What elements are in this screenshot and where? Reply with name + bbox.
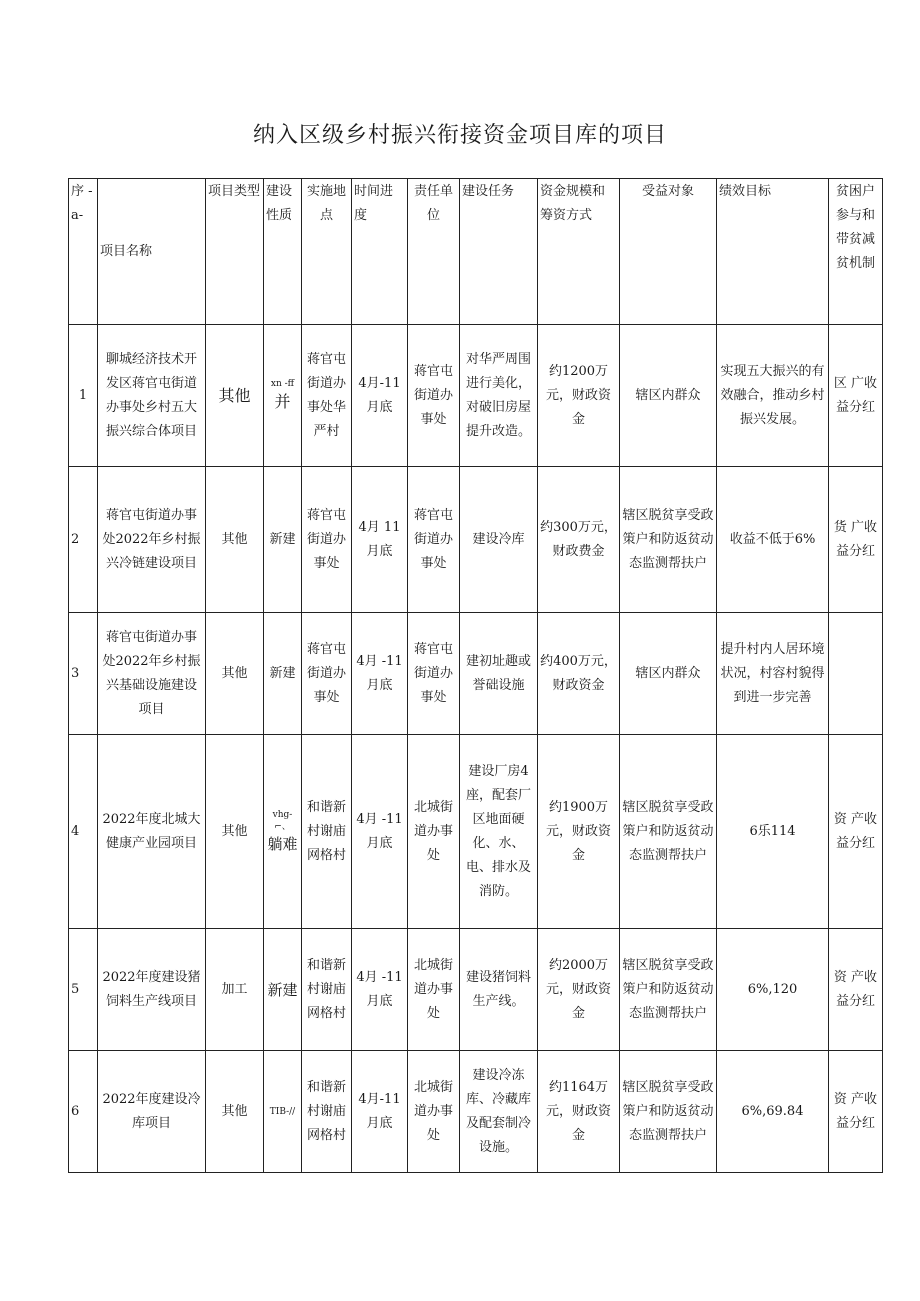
row-nature-scribble: vhg-⌐、: [272, 809, 293, 832]
header-nature: 建设性质: [264, 179, 302, 325]
row-type: 其他: [206, 467, 264, 613]
row-unit: 北城街道办事处: [408, 929, 460, 1051]
row-goal: 6乐114: [717, 735, 829, 929]
row-mechanism: 资 产收益分红: [829, 735, 883, 929]
row-goal: 6%,120: [717, 929, 829, 1051]
row-mechanism: 资 产收益分红: [829, 1051, 883, 1173]
table-row: [69, 325, 883, 467]
row-task: 对华严周围进行美化，对破旧房屋提升改造。: [460, 325, 538, 467]
table-row: [69, 735, 883, 929]
row-goal: 实现五大振兴的有效融合，推动乡村振兴发展。: [717, 325, 829, 467]
header-mechanism: 贫困户参与和带贫减贫机制: [829, 179, 883, 325]
header-type: 项目类型: [206, 179, 264, 325]
header-goal: 绩效目标: [717, 179, 829, 325]
row-fund: 约1164万元，财政资金: [538, 1051, 620, 1173]
row-seq: 1: [69, 325, 98, 467]
header-fund: 资金规模和筹资方式: [538, 179, 620, 325]
row-goal: 收益不低于6%: [717, 467, 829, 613]
row-location: 蒋官屯街道办事处华严村: [302, 325, 352, 467]
header-name: 项目名称: [98, 179, 206, 325]
row-unit: 蒋官屯街道办事处: [408, 467, 460, 613]
table-row: [69, 1051, 883, 1173]
row-beneficiary: 辖区脱贫享受政策户和防返贫动态监测帮扶户: [620, 1051, 717, 1173]
row-mechanism: 区 广收益分红: [829, 325, 883, 467]
header-row: [69, 179, 883, 325]
table-row: [69, 467, 883, 613]
row-unit: 北城街道办事处: [408, 1051, 460, 1173]
header-unit: 责任单位: [408, 179, 460, 325]
row-nature-scribble: xn -ff: [270, 378, 295, 389]
row-mechanism: [829, 613, 883, 735]
row-unit: 蒋官屯街道办事处: [408, 325, 460, 467]
row-schedule: 4月 -11月底: [352, 929, 408, 1051]
row-beneficiary: 辖区脱贫享受政策户和防返贫动态监测帮扶户: [620, 929, 717, 1051]
row-location: 和谐新村谢庙网格村: [302, 1051, 352, 1173]
document-title: 纳入区级乡村振兴衔接资金项目库的项目: [252, 123, 667, 148]
row-fund: 约300万元，财政费金: [538, 467, 620, 613]
row-seq: 3: [69, 613, 98, 735]
row-schedule: 4月-11月底: [352, 1051, 408, 1173]
row-beneficiary: 辖区内群众: [620, 325, 717, 467]
row-task: 建设猪饲料生产线。: [460, 929, 538, 1051]
row-seq: 4: [69, 735, 98, 929]
header-task: 建设任务: [460, 179, 538, 325]
row-seq: 6: [69, 1051, 98, 1173]
table-row: [69, 613, 883, 735]
row-task: 建初址趣或誉础设施: [460, 613, 538, 735]
row-nature-main: 并: [274, 391, 291, 411]
row-goal: 提升村内人居环境状况，村容村貌得到进一步完善: [717, 613, 829, 735]
row-seq: 2: [69, 467, 98, 613]
row-type: 其他: [206, 325, 264, 467]
row-type: 其他: [206, 613, 264, 735]
row-schedule: 4月 -11月底: [352, 613, 408, 735]
row-schedule: 4月-11月底: [352, 325, 408, 467]
row-nature: [264, 325, 302, 467]
row-type: 其他: [206, 735, 264, 929]
row-beneficiary: 辖区脱贫享受政策户和防返贫动态监测帮扶户: [620, 467, 717, 613]
header-schedule: 时间进度: [352, 179, 408, 325]
row-nature: [264, 735, 302, 929]
header-beneficiary: 受益对象: [620, 179, 717, 325]
row-unit: 北城街道办事处: [408, 735, 460, 929]
row-nature: 新建: [264, 613, 302, 735]
row-name: 2022年度建设冷库项目: [98, 1051, 206, 1173]
row-location: 蒋官屯街道办事处: [302, 467, 352, 613]
row-task: 建设厂房4座，配套厂区地面硬化、水、电、排水及消防。: [460, 735, 538, 929]
row-task: 建设冷库: [460, 467, 538, 613]
row-location: 和谐新村谢庙网格村: [302, 735, 352, 929]
table-row: [69, 929, 883, 1051]
header-location: 实施地点: [302, 179, 352, 325]
row-name: 蒋官屯街道办事处2022年乡村振兴冷链建设项目: [98, 467, 206, 613]
row-location: 和谐新村谢庙网格村: [302, 929, 352, 1051]
row-nature: 新建: [264, 467, 302, 613]
row-unit: 蒋官屯街道办事处: [408, 613, 460, 735]
row-name: 2022年度北城大健康产业园项目: [98, 735, 206, 929]
row-nature-main: 躺难: [267, 834, 298, 853]
row-fund: 约1900万元，财政资金: [538, 735, 620, 929]
row-nature: 新建: [264, 929, 302, 1051]
row-name: 2022年度建设猪饲料生产线项目: [98, 929, 206, 1051]
row-type: 其他: [206, 1051, 264, 1173]
row-beneficiary: 辖区脱贫享受政策户和防返贫动态监测帮扶户: [620, 735, 717, 929]
row-type: 加工: [206, 929, 264, 1051]
row-mechanism: 资 产收益分红: [829, 929, 883, 1051]
row-schedule: 4月 -11月底: [352, 735, 408, 929]
row-fund: 约2000万元，财政资金: [538, 929, 620, 1051]
row-name: 蒋官屯街道办事处2022年乡村振兴基础设施建设项目: [98, 613, 206, 735]
header-seq: 序 -a-: [69, 179, 98, 325]
row-goal: 6%,69.84: [717, 1051, 829, 1173]
row-task: 建设冷冻库、冷藏库及配套制冷设施。: [460, 1051, 538, 1173]
row-name: 聊城经济技术开发区蒋官屯街道办事处乡村五大振兴综合体项目: [98, 325, 206, 467]
row-fund: 约1200万元，财政资金: [538, 325, 620, 467]
row-seq: 5: [69, 929, 98, 1051]
row-location: 蒋官屯街道办事处: [302, 613, 352, 735]
row-beneficiary: 辖区内群众: [620, 613, 717, 735]
row-fund: 约400万元，财政资金: [538, 613, 620, 735]
row-mechanism: 货 广收益分红: [829, 467, 883, 613]
row-nature: TIB-//: [264, 1051, 302, 1173]
project-table: [68, 178, 883, 1173]
row-schedule: 4月 11月底: [352, 467, 408, 613]
